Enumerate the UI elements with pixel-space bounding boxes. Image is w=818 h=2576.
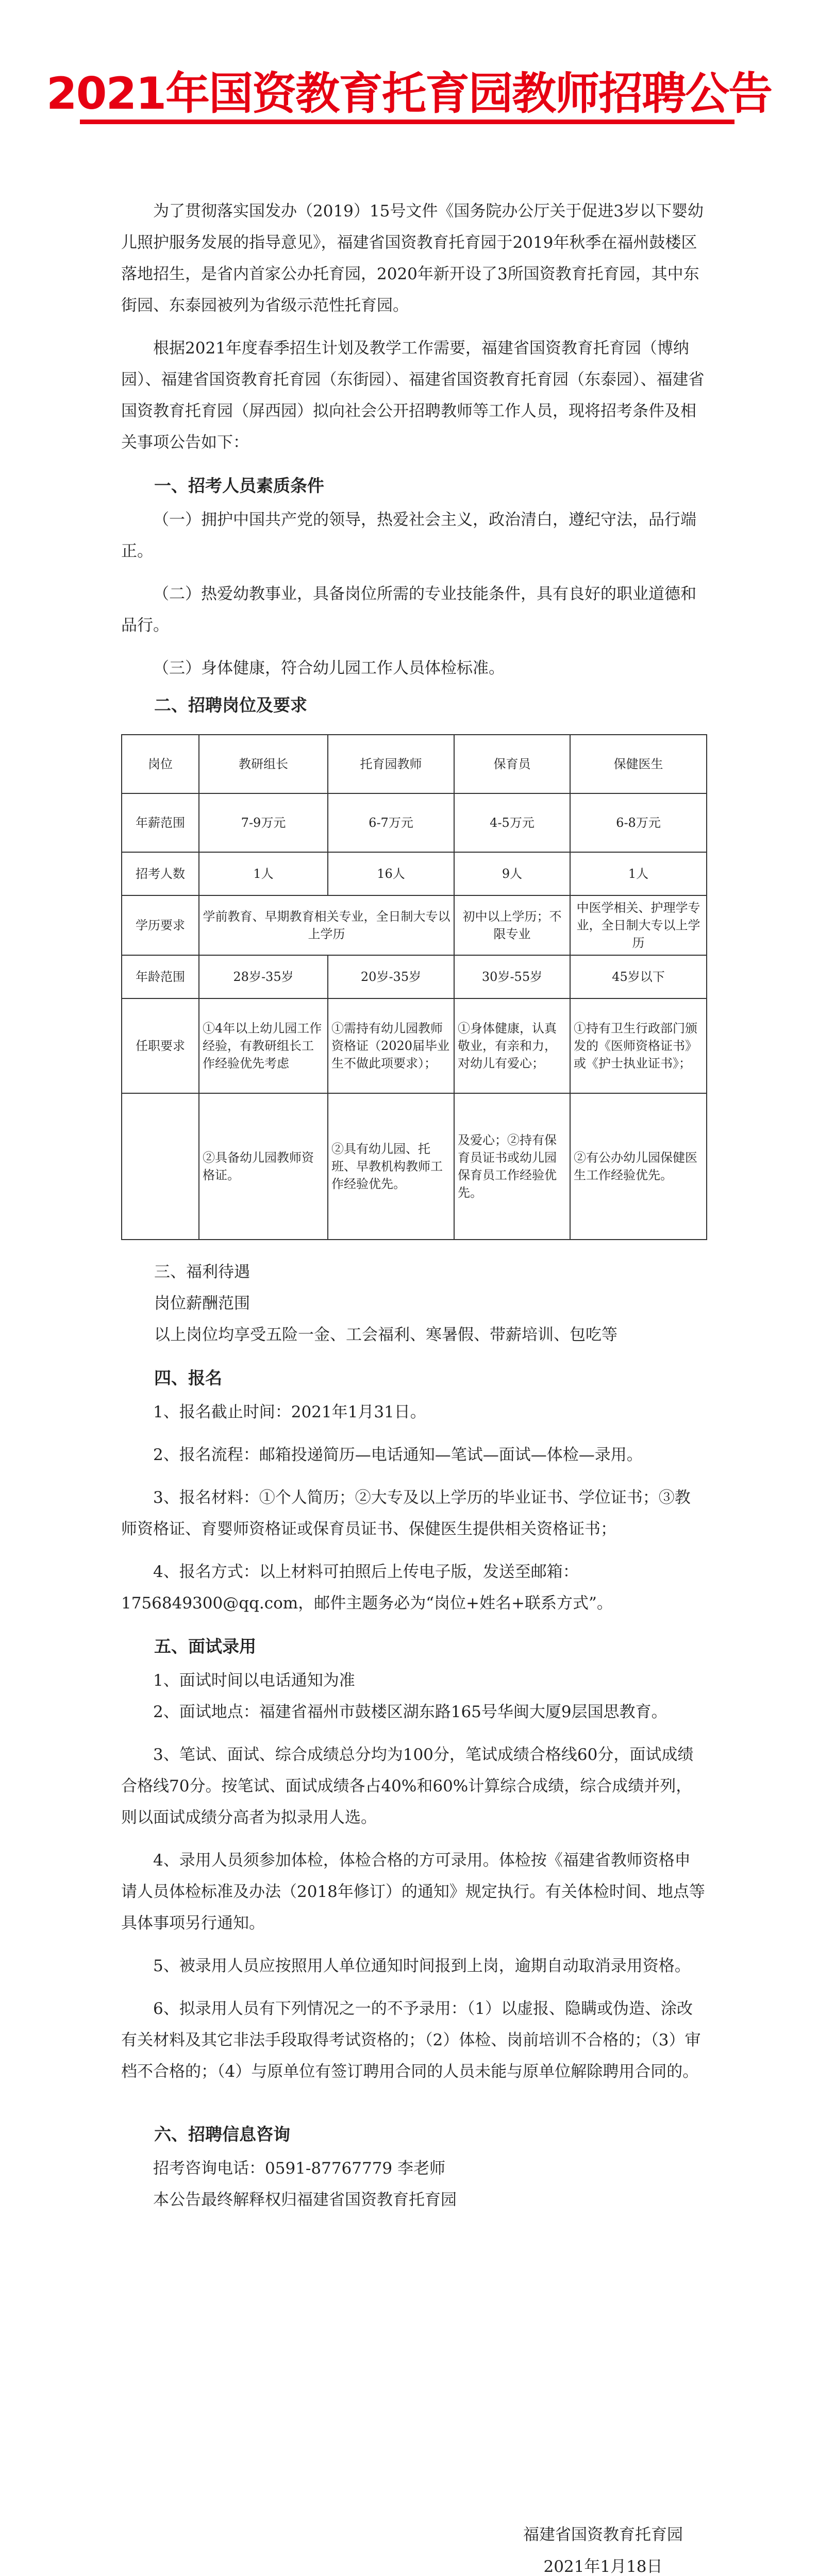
list-item: （一）拥护中国共产党的领导，热爱社会主义，政治清白，遵纪守法，品行端正。 — [121, 511, 696, 561]
title-divider — [80, 120, 734, 124]
list-item: 5、被录用人员应按照用人单位通知时间报到上岗，逾期自动取消录用资格。 — [153, 1957, 691, 1975]
list-item: 4、报名方式：以上材料可拍照后上传电子版，发送至邮箱：1756849300@qq.com，邮件主题务必为“岗位+姓名+联系方式”。 — [121, 1563, 613, 1613]
row-label: 年薪范围 — [122, 793, 199, 852]
table-row — [122, 852, 707, 895]
list-item: 1、报名截止时间：2021年1月31日。 — [153, 1403, 426, 1421]
table-cell: ②具备幼儿园教师资格证。 — [199, 1093, 328, 1240]
table-row — [122, 1093, 707, 1240]
row-label: 任职要求 — [122, 998, 199, 1093]
section-heading: 六、招聘信息咨询 — [154, 2124, 290, 2144]
table-cell: 20岁-35岁 — [328, 955, 454, 998]
list-item: 2、面试地点：福建省福州市鼓楼区湖东路165号华闽大厦9层国思教育。 — [153, 1703, 667, 1721]
table-cell: 30岁-55岁 — [454, 955, 570, 998]
table-cell: 9人 — [454, 852, 570, 895]
table-cell: ①持有卫生行政部门颁发的《医师资格证书》或《护士执业证书》； — [570, 998, 707, 1093]
table-cell: 7-9万元 — [199, 793, 328, 852]
section-heading: 四、报名 — [154, 1368, 222, 1388]
table-cell: ②具有幼儿园、托班、早教机构教师工作经验优先。 — [328, 1093, 454, 1240]
signature-org: 福建省国资教育托育园 — [523, 2526, 683, 2544]
table-cell: 4-5万元 — [454, 793, 570, 852]
row-label — [122, 1093, 199, 1240]
table-cell: 16人 — [328, 852, 454, 895]
table-cell: 中医学相关、护理学专业，全日制大专以上学历 — [570, 895, 707, 955]
table-cell: ②有公办幼儿园保健医生工作经验优先。 — [570, 1093, 707, 1240]
table-cell: 6-8万元 — [570, 793, 707, 852]
list-item: 1、面试时间以电话通知为准 — [153, 1671, 355, 1690]
contact-line: 招考咨询电话：0591-87767779 李老师 — [153, 2159, 446, 2178]
table-cell: ①4年以上幼儿园工作经验，有教研组长工作经验优先考虑 — [199, 998, 328, 1093]
table-cell: 45岁以下 — [570, 955, 707, 998]
table-cell: 28岁-35岁 — [199, 955, 328, 998]
row-label: 学历要求 — [122, 895, 199, 955]
list-item: 3、报名材料：①个人简历；②大专及以上学历的毕业证书、学位证书；③教师资格证、育婴师资格证或保育员证书、保健医生提供相关资格证书； — [121, 1488, 691, 1538]
table-header-row — [122, 735, 707, 793]
list-item: （三）身体健康，符合幼儿园工作人员体检标准。 — [153, 659, 505, 677]
table-row — [122, 793, 707, 852]
disclaimer-line: 本公告最终解释权归福建省国资教育托育园 — [153, 2191, 457, 2209]
row-label: 年龄范围 — [122, 955, 199, 998]
section-heading: 二、招聘岗位及要求 — [154, 695, 307, 715]
row-label: 招考人数 — [122, 852, 199, 895]
table-header-cell: 岗位 — [122, 735, 199, 793]
table-cell: 及爱心；②持有保育员证书或幼儿园保育员工作经验优先。 — [454, 1093, 570, 1240]
table-header-cell: 保育员 — [454, 735, 570, 793]
list-item: 4、录用人员须参加体检，体检合格的方可录用。体检按《福建省教师资格申请人员体检标准及办法（2018年修订）的通知》规定执行。有关体检时间、地点等具体事项另行通知。 — [121, 1851, 705, 1933]
table-cell: ①身体健康，认真敬业，有亲和力，对幼儿有爱心； — [454, 998, 570, 1093]
table-header-cell: 托育园教师 — [328, 735, 454, 793]
table-cell: 1人 — [570, 852, 707, 895]
list-item: 3、笔试、面试、综合成绩总分均为100分，笔试成绩合格线60分，面试成绩合格线70分。按笔试、面试成绩各占40%和60%计算综合成绩，综合成绩并列，则以面试成绩分高者为拟录用人选。 — [121, 1745, 694, 1827]
list-item: （二）热爱幼教事业，具备岗位所需的专业技能条件，具有良好的职业道德和品行。 — [121, 585, 696, 635]
benefits-text: 以上岗位均享受五险一金、工会福利、寒暑假、带薪培训、包吃等 — [154, 1326, 617, 1344]
intro-paragraph: 根据2021年度春季招生计划及教学工作需要，福建省国资教育托育园（博纳园）、福建省国资教育托育园（东街园）、福建省国资教育托育园（东泰园）、福建省国资教育托育园（屏西园）拟向社会公开招聘教师等工作人员，现将招考条件及相关事项公告如下： — [121, 339, 705, 452]
list-item: 2、报名流程：邮箱投递简历—电话通知—笔试—面试—体检—录用。 — [153, 1446, 643, 1464]
table-row — [122, 955, 707, 998]
section-heading: 五、面试录用 — [154, 1636, 256, 1656]
table-cell: 6-7万元 — [328, 793, 454, 852]
page-title: 2021年国资教育托育园教师招聘公告 — [46, 68, 772, 120]
subheading: 岗位薪酬范围 — [154, 1294, 250, 1313]
list-item: 6、拟录用人员有下列情况之一的不予录用：（1）以虚报、隐瞒或伪造、涂改有关材料及其它非法手段取得考试资格的；（2）体检、岗前培训不合格的；（3）审档不合格的；（4）与原单位有签订聘用合同的人员未能与原单位解除聘用合同的。 — [121, 1999, 701, 2081]
table-cell: ①需持有幼儿园教师资格证（2020届毕业生不做此项要求）； — [328, 998, 454, 1093]
table-row — [122, 998, 707, 1093]
table-header-cell: 教研组长 — [199, 735, 328, 793]
table-cell: 学前教育、早期教育相关专业，全日制大专以上学历 — [199, 895, 454, 955]
section-heading: 三、福利待遇 — [154, 1263, 250, 1281]
recruitment-table — [121, 734, 707, 1240]
table-row — [122, 895, 707, 955]
table-cell: 初中以上学历；不限专业 — [454, 895, 570, 955]
announcement-body — [121, 196, 706, 2216]
section-heading: 一、招考人员素质条件 — [154, 476, 324, 496]
signature-date: 2021年1月18日 — [543, 2557, 663, 2576]
intro-paragraph: 为了贯彻落实国发办（2019）15号文件《国务院办公厅关于促进3岁以下婴幼儿照护服务发展的指导意见》，福建省国资教育托育园于2019年秋季在福州鼓楼区落地招生，是省内首家公办托育园，2020年新开设了3所国资教育托育园，其中东街园、东泰园被列为省级示范性托育园。 — [121, 202, 704, 315]
table-cell: 1人 — [199, 852, 328, 895]
table-header-cell: 保健医生 — [570, 735, 707, 793]
